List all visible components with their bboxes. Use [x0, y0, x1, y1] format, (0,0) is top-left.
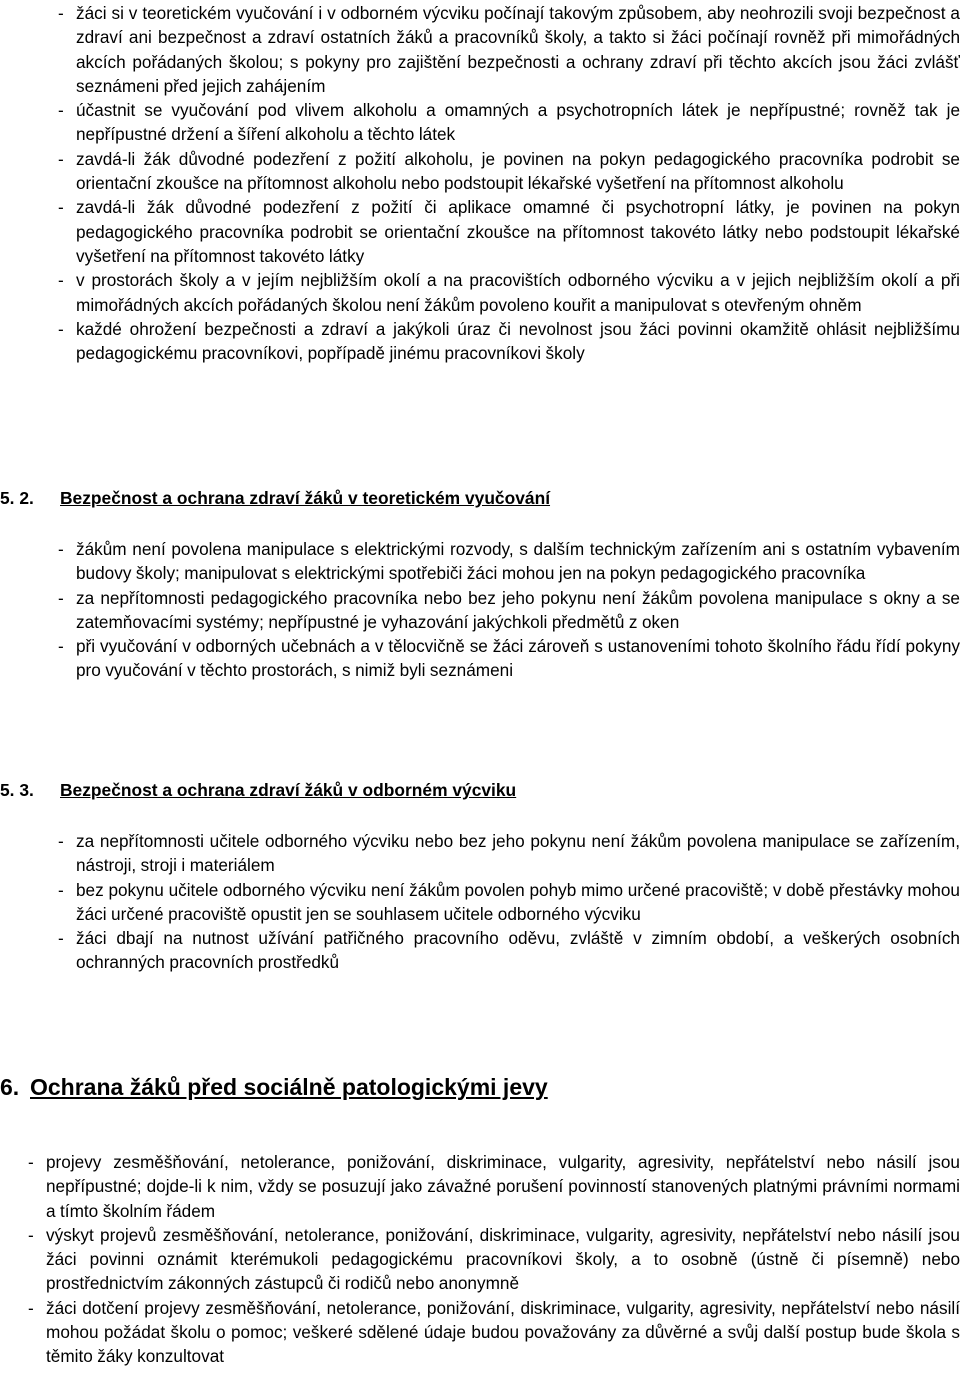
bullet-dash: - — [58, 879, 64, 900]
bullet-dash: - — [58, 3, 64, 23]
bullet-dash: - — [58, 197, 64, 218]
bullet-dash: - — [58, 270, 64, 291]
list-item-text: účastnit se vyučování pod vlivem alkoholu a omamných a psychotropních látek je nepřípustné; rovněž tak je nepřípustné držení a šíření alkoholu a těchto látek — [76, 100, 960, 145]
list-item — [28, 1296, 960, 1369]
list-item-text: zavdá-li žák důvodné podezření z požití alkoholu, je povinen na pokyn pedagogického pracovníka podrobit se orientační zkoušce na přítomnost alkoholu nebo podstoupit lékařské vyšetření na přítomnost alkoholu — [76, 148, 960, 194]
section-title: Bezpečnost a ochrana zdraví žáků v odborném výcviku — [60, 780, 517, 800]
list-item-text: projevy zesměšňování, netolerance, ponižování, diskriminace, vulgarity, agresivity, nepřátelství nebo násilí jsou nepřípustné; dojde-li k nim, vždy se posuzují jako závažné porušení povinností stanovených platnými právními normami a tímto školním řádem — [46, 1152, 960, 1221]
list-item — [58, 537, 960, 586]
list-item-text: žáci dotčení projevy zesměšňování, netolerance, ponižování, diskriminace, vulgarity, agresivity, nepřátelství nebo násilí mohou požádat školu o pomoc; veškeré sdělené údaje budou považovány za důvěrné a svůj další postup bude škola s těmito žáky konzultovat — [46, 1297, 960, 1367]
section-6-list — [28, 1150, 960, 1369]
list-item-text: žáci dbají na nutnost užívání patřičného pracovního oděvu, zvláště v zimním období, a veškerých osobních ochranných pracovních prostředků — [76, 928, 960, 973]
bullet-dash: - — [28, 1297, 34, 1318]
list-item — [58, 268, 960, 317]
bullet-dash: - — [58, 100, 64, 121]
list-item-text: za nepřítomnosti učitele odborného výcviku nebo bez jeho pokynu není žákům povolena manipulace se zařízením, nástroji, stroji i materiálem — [76, 831, 960, 876]
list-item — [58, 195, 960, 268]
list-item — [58, 586, 960, 635]
list-item-text: žáci si v teoretickém vyučování i v odborném výcviku počínají takovým způsobem, aby neohrozili svoji bezpečnost a zdraví ani bezpečnost a zdraví ostatních žáků a pracovníků školy, a takto si žáci počínají rovněž při mimořádných akcích pořádaných školou; s pokyny pro zajištění bezpečnosti a ochrany zdraví při těchto akcích jsou žáci zvlášť seznámeni před jejich zahájením — [76, 3, 960, 96]
section-heading-5-2 — [0, 487, 550, 509]
bullet-dash: - — [58, 318, 64, 339]
list-item — [58, 878, 960, 927]
bullet-dash: - — [28, 1224, 34, 1245]
section-heading-5-3 — [0, 779, 516, 801]
list-item-text: zavdá-li žák důvodné podezření z požití či aplikace omamné či psychotropní látky, je povinen na pokyn pedagogického pracovníka podrobit se orientační zkoušce na přítomnost takovéto látky nebo podstoupit lékařské vyšetření na přítomnost takovéto látky — [76, 197, 960, 266]
list-item — [58, 926, 960, 975]
list-item — [28, 1223, 960, 1296]
section-title: Ochrana žáků před sociálně patologickými jevy — [30, 1074, 548, 1100]
list-item-text: při vyučování v odborných učebnách a v tělocvičně se žáci zároveň s ustanoveními tohoto školního řádu řídí pokyny pro vyučování v těchto prostorách, s nimiž byli seznámeni — [76, 636, 960, 681]
list-item-text: každé ohrožení bezpečnosti a zdraví a jakýkoli úraz či nevolnost jsou žáci povinni okamžitě ohlásit nejbližšímu pedagogickému pracovníkovi, popřípadě jinému pracovníkovi školy — [76, 318, 960, 364]
list-item — [58, 1, 960, 98]
section-number: 6. — [0, 1074, 20, 1100]
section-heading-6 — [0, 1072, 548, 1102]
bullet-dash: - — [58, 587, 64, 608]
bullet-dash: - — [28, 1152, 34, 1172]
section-5-2-list — [58, 537, 960, 683]
list-item-text: žákům není povolena manipulace s elektrickými rozvody, s dalším technickým zařízením ani s ostatním vybavením budovy školy; manipulovat s elektrickými spotřebiči žáci mohou jen na pokyn pedagogického pracovníka — [76, 539, 960, 584]
list-item — [58, 98, 960, 147]
section-5-3-list — [58, 829, 960, 975]
bullet-dash: - — [58, 928, 64, 949]
list-item-text: v prostorách školy a v jejím nejbližším okolí a na pracovištích odborného výcviku a v jejich nejbližším okolí a při mimořádných akcích pořádaných školou není žákům povoleno kouřit a manipulovat s otevřeným ohněm — [76, 270, 960, 315]
bullet-dash: - — [58, 539, 64, 559]
list-item — [58, 829, 960, 878]
intro-list — [58, 1, 960, 365]
list-item-text: výskyt projevů zesměšňování, netolerance, ponižování, diskriminace, vulgarity, agresivity, nepřátelství nebo násilí jsou žáci povinni oznámit kterémukoli pedagogickému pracovníkovi školy, a to osobně (ústně či písemně) nebo prostřednictvím zákonných zástupců či rodičů nebo anonymně — [46, 1224, 960, 1294]
bullet-dash: - — [58, 636, 64, 657]
list-item — [58, 147, 960, 196]
list-item — [58, 317, 960, 366]
list-item-text: za nepřítomnosti pedagogického pracovníka nebo bez jeho pokynu není žákům povolena manipulace s okny a se zatemňovacími systémy; nepřípustné je vyhazování jakýchkoli předmětů z oken — [76, 587, 960, 632]
list-item — [28, 1150, 960, 1223]
section-number: 5. 3. — [0, 780, 34, 800]
section-title: Bezpečnost a ochrana zdraví žáků v teoretickém vyučování — [60, 488, 551, 508]
list-item-text: bez pokynu učitele odborného výcviku není žákům povolen pohyb mimo určené pracoviště; v době přestávky mohou žáci určené pracoviště opustit jen se souhlasem učitele odborného výcviku — [76, 879, 960, 924]
section-number: 5. 2. — [0, 488, 34, 508]
bullet-dash: - — [58, 831, 64, 851]
bullet-dash: - — [58, 148, 64, 169]
list-item — [58, 634, 960, 683]
